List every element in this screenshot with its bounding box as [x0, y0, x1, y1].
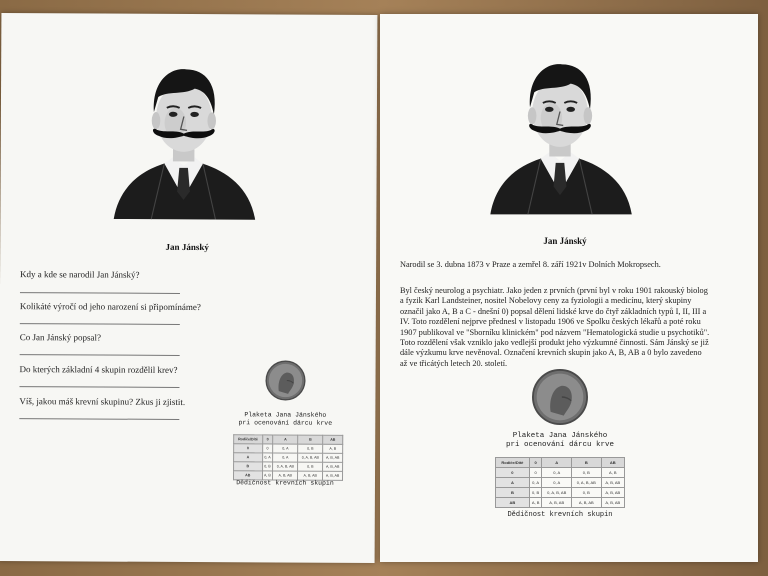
- answer-line-1: [20, 292, 180, 294]
- plaque-caption-line-1: Plaketa Jana Jánského: [512, 432, 608, 440]
- biography-line: 1907 publikoval ve "Sborníku klinickém" pod názvem "Hematologická studie u psychotiků".: [400, 327, 710, 337]
- table-cell: 0: [262, 444, 273, 453]
- table-cell: A: [234, 453, 263, 462]
- portrait-image: [108, 49, 259, 230]
- table-cell: A, B, AB: [601, 488, 624, 498]
- question-4: Do kterých základní 4 skupin rozdělil krev?: [19, 364, 178, 375]
- table-cell: 0, B: [298, 462, 323, 471]
- table-cell: 0: [234, 444, 263, 453]
- table-row: [496, 488, 625, 498]
- table-cell: A, B: [601, 468, 624, 478]
- biography-line: Toto rozdělení však vzniklo jako vedlejší produkt jeho výzkumné činnosti. Sám Jánský se již: [400, 338, 709, 348]
- table-cell: A, B, AB: [571, 498, 601, 508]
- table-cell: A, B, AB: [542, 498, 572, 508]
- table-cell: A, B, AB: [323, 471, 343, 480]
- table-header-cell: Rodiče/Dítě: [234, 435, 263, 444]
- table-header-cell: B: [298, 435, 323, 444]
- table-cell: 0, A: [273, 453, 298, 462]
- table-header-cell: AB: [323, 435, 343, 444]
- table-cell: A, B, AB: [298, 471, 323, 480]
- table-cell: 0, B: [571, 488, 601, 498]
- biography-line: označil jako A, B a C - dnešní 0) popsal dělení lidské krve do čtyř základních typů I, II, III a: [400, 306, 707, 316]
- table-header-row: [496, 458, 625, 468]
- question-3: Co Jan Jánský popsal?: [19, 332, 102, 343]
- table-cell: 0, B: [529, 488, 542, 498]
- table-cell: A, B, AB: [273, 471, 298, 480]
- table-cell: AB: [233, 471, 262, 480]
- table-header-cell: A: [542, 458, 572, 468]
- table-cell: 0, A: [542, 478, 572, 488]
- biography-line: Byl český neurolog a psychiatr. Jako jeden z prvních (první byl v roku 1901 rakouský biolog: [400, 286, 708, 295]
- table-cell: 0, A: [542, 468, 572, 478]
- table-cell: 0: [529, 468, 542, 478]
- biography-line: a fyzik Karl Landsteiner, nositel Nobelovy ceny za fyziologii a medicínu, který skupiny: [400, 296, 692, 306]
- portrait-caption: Jan Jánský: [543, 236, 587, 246]
- table-cell: 0, A: [262, 453, 273, 462]
- biography-line: IV. Toto rozdělení nejprve přednesl v listopadu 1906 ve Spolku českých lékařů a poté roku: [400, 317, 701, 327]
- plaque-caption-line-1: Plaketa Jana Jánského: [244, 411, 327, 419]
- portrait-caption: Jan Jánský: [165, 241, 209, 253]
- table-caption: Dědičnost krevních skupin: [236, 479, 334, 487]
- inheritance-table: [233, 434, 343, 481]
- table-cell: 0, A, B, AB: [273, 462, 298, 471]
- table-row: [496, 498, 625, 508]
- table-header-cell: AB: [601, 458, 624, 468]
- table-row: [496, 468, 625, 478]
- table-cell: A, B, AB: [601, 498, 624, 508]
- table-cell: 0, A, B, AB: [542, 488, 572, 498]
- biography-line: až ve třicátých letech 20. století.: [400, 358, 508, 368]
- table-cell: A, B, AB: [323, 453, 343, 462]
- table-cell: A, B: [529, 498, 542, 508]
- table-cell: A, B: [323, 444, 343, 453]
- plaque-caption-line-2: pri ocenování dárcu krve: [238, 419, 333, 427]
- right-sheet: [380, 14, 758, 562]
- table-cell: B: [496, 488, 530, 498]
- biography-line: dále výzkumu krve nevěnoval. Označení krevních skupin jako A, B, AB a 0 bylo zavedeno: [400, 348, 702, 358]
- left-sheet: [0, 13, 377, 563]
- table-header-cell: 0: [529, 458, 542, 468]
- question-5: Víš, jakou máš krevní skupinu? Zkus ji zjistit.: [19, 396, 186, 407]
- table-header-cell: 0: [262, 435, 273, 444]
- plaque-medal-image: [265, 360, 305, 400]
- table-header-cell: B: [571, 458, 601, 468]
- table-header-cell: A: [273, 435, 298, 444]
- table-cell: A, B: [262, 471, 273, 480]
- question-1: Kdy a kde se narodil Jan Jánský?: [20, 269, 140, 280]
- table-cell: A, B, AB: [601, 478, 624, 488]
- table-cell: 0, A: [273, 444, 298, 453]
- table-cell: 0, B: [571, 468, 601, 478]
- table-cell: 0: [496, 468, 530, 478]
- table-cell: AB: [496, 498, 530, 508]
- table-cell: A: [496, 478, 530, 488]
- table-cell: A, B, AB: [323, 462, 343, 471]
- table-cell: 0, A, B, AB: [571, 478, 601, 488]
- answer-line-4: [19, 386, 179, 388]
- answer-line-3: [20, 354, 180, 356]
- table-cell: 0, B: [298, 444, 323, 453]
- answer-line-5: [19, 418, 179, 420]
- table-cell: 0, A: [529, 478, 542, 488]
- table-cell: B: [234, 462, 263, 471]
- plaque-medal-image: [532, 369, 588, 425]
- table-cell: 0, A, B, AB: [298, 453, 323, 462]
- table-caption: Dědičnost krevních skupin: [507, 511, 613, 519]
- table-header-cell: Rodiče/Dítě: [496, 458, 530, 468]
- birth-paragraph: Narodil se 3. dubna 1873 v Praze a zemřel 8. září 1921v Dolních Mokropsech.: [400, 260, 661, 269]
- plaque-caption: [225, 411, 345, 428]
- plaque-caption-line-2: pri ocenování dárcu krve: [505, 441, 615, 449]
- table-row: [496, 478, 625, 488]
- inheritance-table: [495, 457, 625, 508]
- answer-line-2: [20, 323, 180, 325]
- table-cell: 0, B: [262, 462, 273, 471]
- question-2: Kolikáté výročí od jeho narození si připomínáme?: [19, 301, 201, 313]
- biography-paragraph: [400, 286, 709, 369]
- portrait-image: [485, 44, 635, 224]
- plaque-caption: [500, 432, 620, 450]
